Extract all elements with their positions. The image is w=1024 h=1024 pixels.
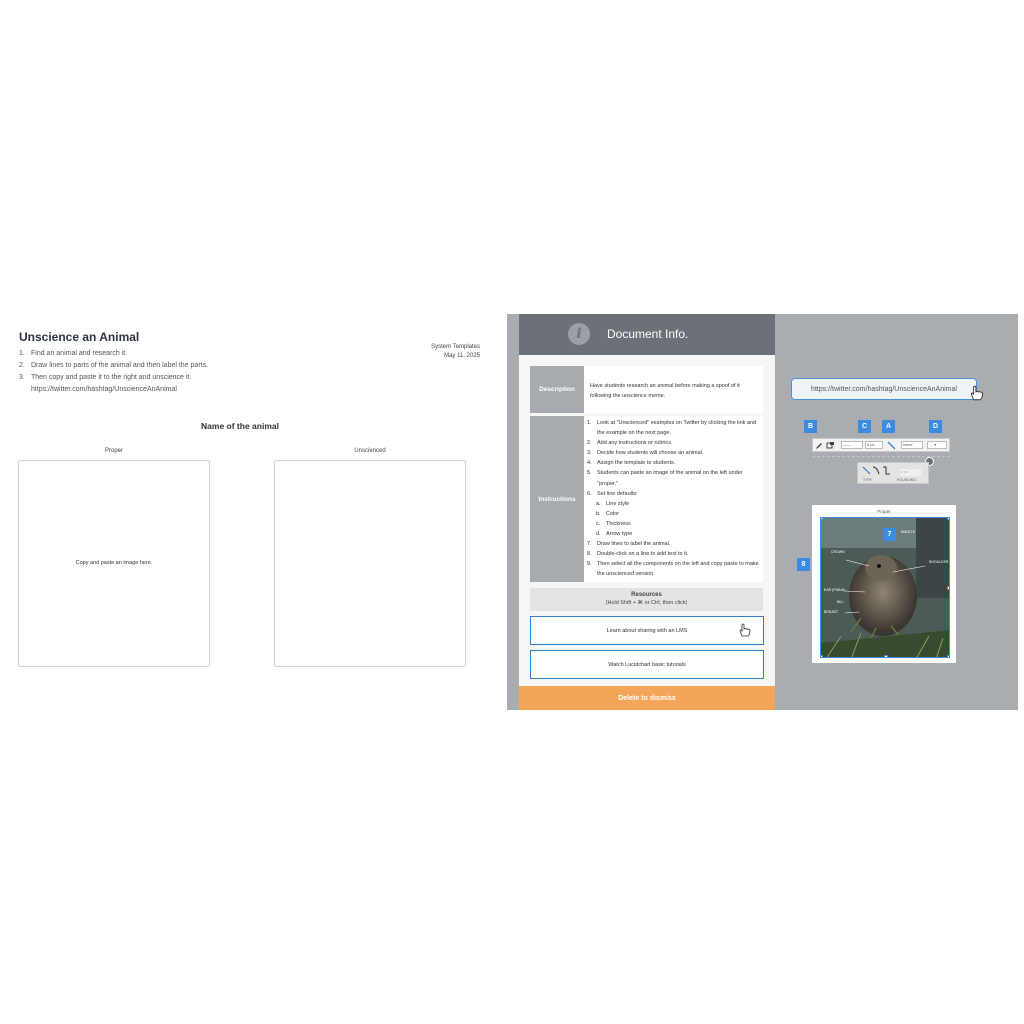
tag-a: A [882,420,895,433]
line-style-select[interactable]: —— [841,441,863,449]
instruction-item: 4. Assign the template to students. [587,460,676,467]
annotation-label: EAR (PINNA) [824,588,846,592]
info-icon: i [568,323,590,345]
annotation-label: SHOULDER [929,560,949,564]
instruction-item: 3. Decide how students will choose an animal. [587,450,704,457]
annotation-label: CROWN [831,550,845,554]
instruction-item: 5. Students can paste an image of the animal on the left under "proper." [587,470,743,487]
tutorials-link-button[interactable]: Watch Lucidchart basic tutorials [530,650,764,679]
rounding-label: ROUNDING [897,478,917,482]
resources-box [530,588,763,611]
line-type-icon[interactable] [887,441,896,450]
hand-cursor-icon [968,384,986,402]
instructions-list [587,418,763,580]
step-item: 2. Draw lines to parts of the animal and then label the parts. [19,362,209,369]
resize-handle[interactable] [947,517,950,520]
hand-cursor-icon [737,622,753,638]
tag-7: 7 [883,528,896,541]
annotation-label: MANTLE [901,530,916,534]
document-meta [400,343,480,361]
url-pill[interactable]: https://twitter.com/hashtag/UnscienceAnAnimal [791,378,977,400]
instruction-item: 1. Look at "Unscienced" examples on Twitter by clicking the link and the example on the next page. [587,420,757,437]
paste-image-hint: Copy and paste an image here. [75,560,153,566]
line-shape-icons[interactable] [862,466,892,476]
rounding-input[interactable]: 6 px [900,469,921,476]
arrow-start-select[interactable]: None [901,441,923,449]
instruction-item: 9. Then select all the components on the left and copy paste to make the unscienced version. [587,561,759,578]
instructions-label: Instructions [530,416,584,582]
tag-8: 8 [797,558,810,571]
resize-handle[interactable] [947,586,950,590]
document-title: Unscience an Animal [19,330,140,344]
lms-link-button[interactable]: Learn about sharing with an LMS [530,616,764,645]
instruction-item: 7. Draw lines to label the animal. [587,541,671,548]
line-thickness-select[interactable]: 6 px [865,441,883,449]
proper-label: Proper [104,448,123,454]
document-steps [19,348,208,396]
animal-name-heading[interactable]: Name of the animal [201,421,279,431]
pencil-icon[interactable] [815,441,824,450]
instruction-item: a. Line style [596,500,630,507]
tag-d: D [929,420,942,433]
resources-heading: Resources [631,592,662,598]
dismiss-button[interactable]: Delete to dismiss [519,686,775,710]
annotation-label: BREAST [824,610,839,614]
step-item: 3. Then copy and paste it to the right and unscience it. [19,374,192,381]
resize-handle[interactable] [947,655,950,658]
hashtag-link[interactable]: https://twitter.com/hashtag/UnscienceAnAnimal [31,386,177,393]
example-label: Proper [877,509,891,514]
meta-source: System Templates [431,344,480,350]
description-text: Have students research an animal before making a spoof of it following the unscience meme. [590,383,740,399]
resize-handle[interactable] [820,517,823,520]
tag-b: B [804,420,817,433]
unscienced-label: Unscienced [354,448,386,454]
arrow-end-select[interactable]: → ▾ [927,441,947,449]
step-item: 1. Find an animal and research it. [19,350,128,357]
instruction-item: d. Arrow type [596,531,633,538]
meta-date: May 11, 2025 [444,353,480,359]
panel-title: Document Info. [607,327,689,341]
resources-hint: (Hold Shift + ⌘ or Ctrl, then click) [605,600,688,606]
instruction-item: 6. Set line defaults: [587,490,638,497]
instruction-item: c. Thickness [596,520,631,527]
resize-handle[interactable] [820,655,823,658]
annotation-label: BILL [837,600,845,604]
instruction-item: 2. Add any instructions or rubrics. [587,440,673,447]
instruction-item: 8. Double-click on a line to add text to it. [587,551,689,558]
resize-handle[interactable] [884,655,888,658]
description-label: Description [530,366,584,413]
instruction-item: b. Color [596,510,620,517]
unscienced-image-frame[interactable] [274,460,466,667]
type-label: TYPE [863,478,873,482]
tag-c: C [858,420,871,433]
line-toolbar [812,438,950,452]
format-painter-icon[interactable] [826,441,835,450]
